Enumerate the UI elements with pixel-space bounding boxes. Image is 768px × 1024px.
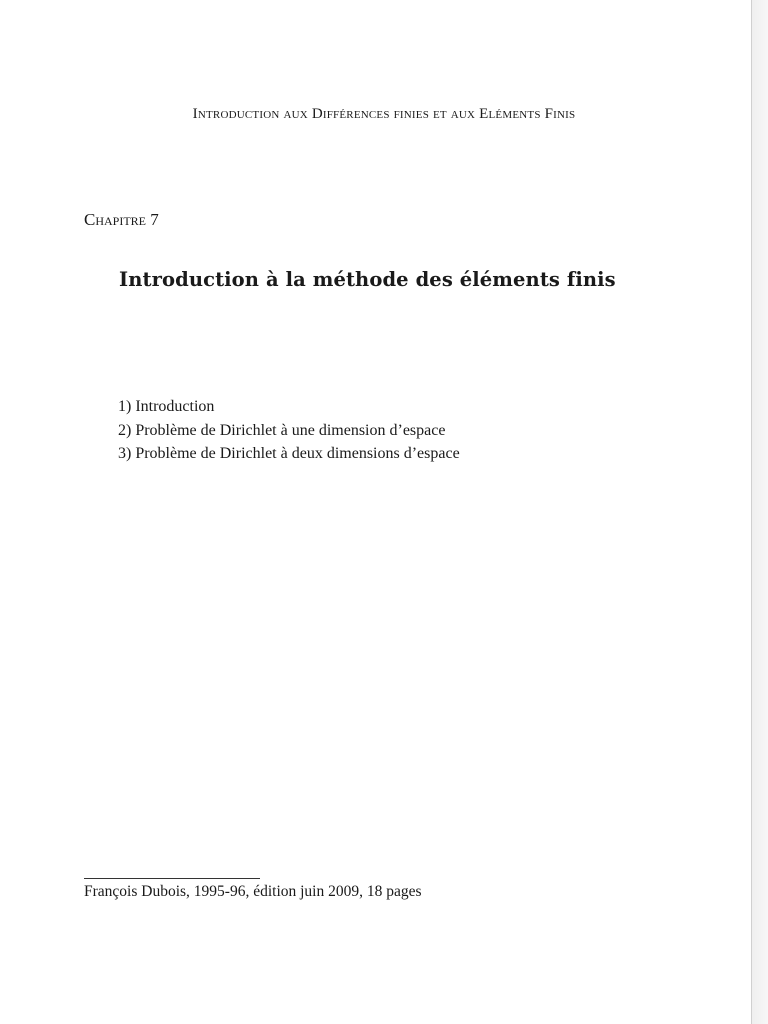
footnote-rule bbox=[84, 878, 260, 879]
toc-item-1: 1) Introduction bbox=[118, 398, 215, 415]
toc-item-3: 3) Problème de Dirichlet à deux dimensions d’espace bbox=[118, 445, 460, 462]
chapter-label: Chapitre 7 bbox=[84, 210, 159, 229]
page-margin-shade bbox=[752, 0, 768, 1024]
toc-item-2: 2) Problème de Dirichlet à une dimension d’espace bbox=[118, 421, 446, 439]
chapter-title: Introduction à la méthode des éléments finis bbox=[119, 268, 616, 291]
footnote-text: François Dubois, 1995-96, édition juin 2009, 18 pages bbox=[84, 883, 422, 900]
running-head: Introduction aux Différences finies et aux Eléments Finis bbox=[192, 106, 576, 122]
table-of-contents bbox=[118, 395, 460, 466]
